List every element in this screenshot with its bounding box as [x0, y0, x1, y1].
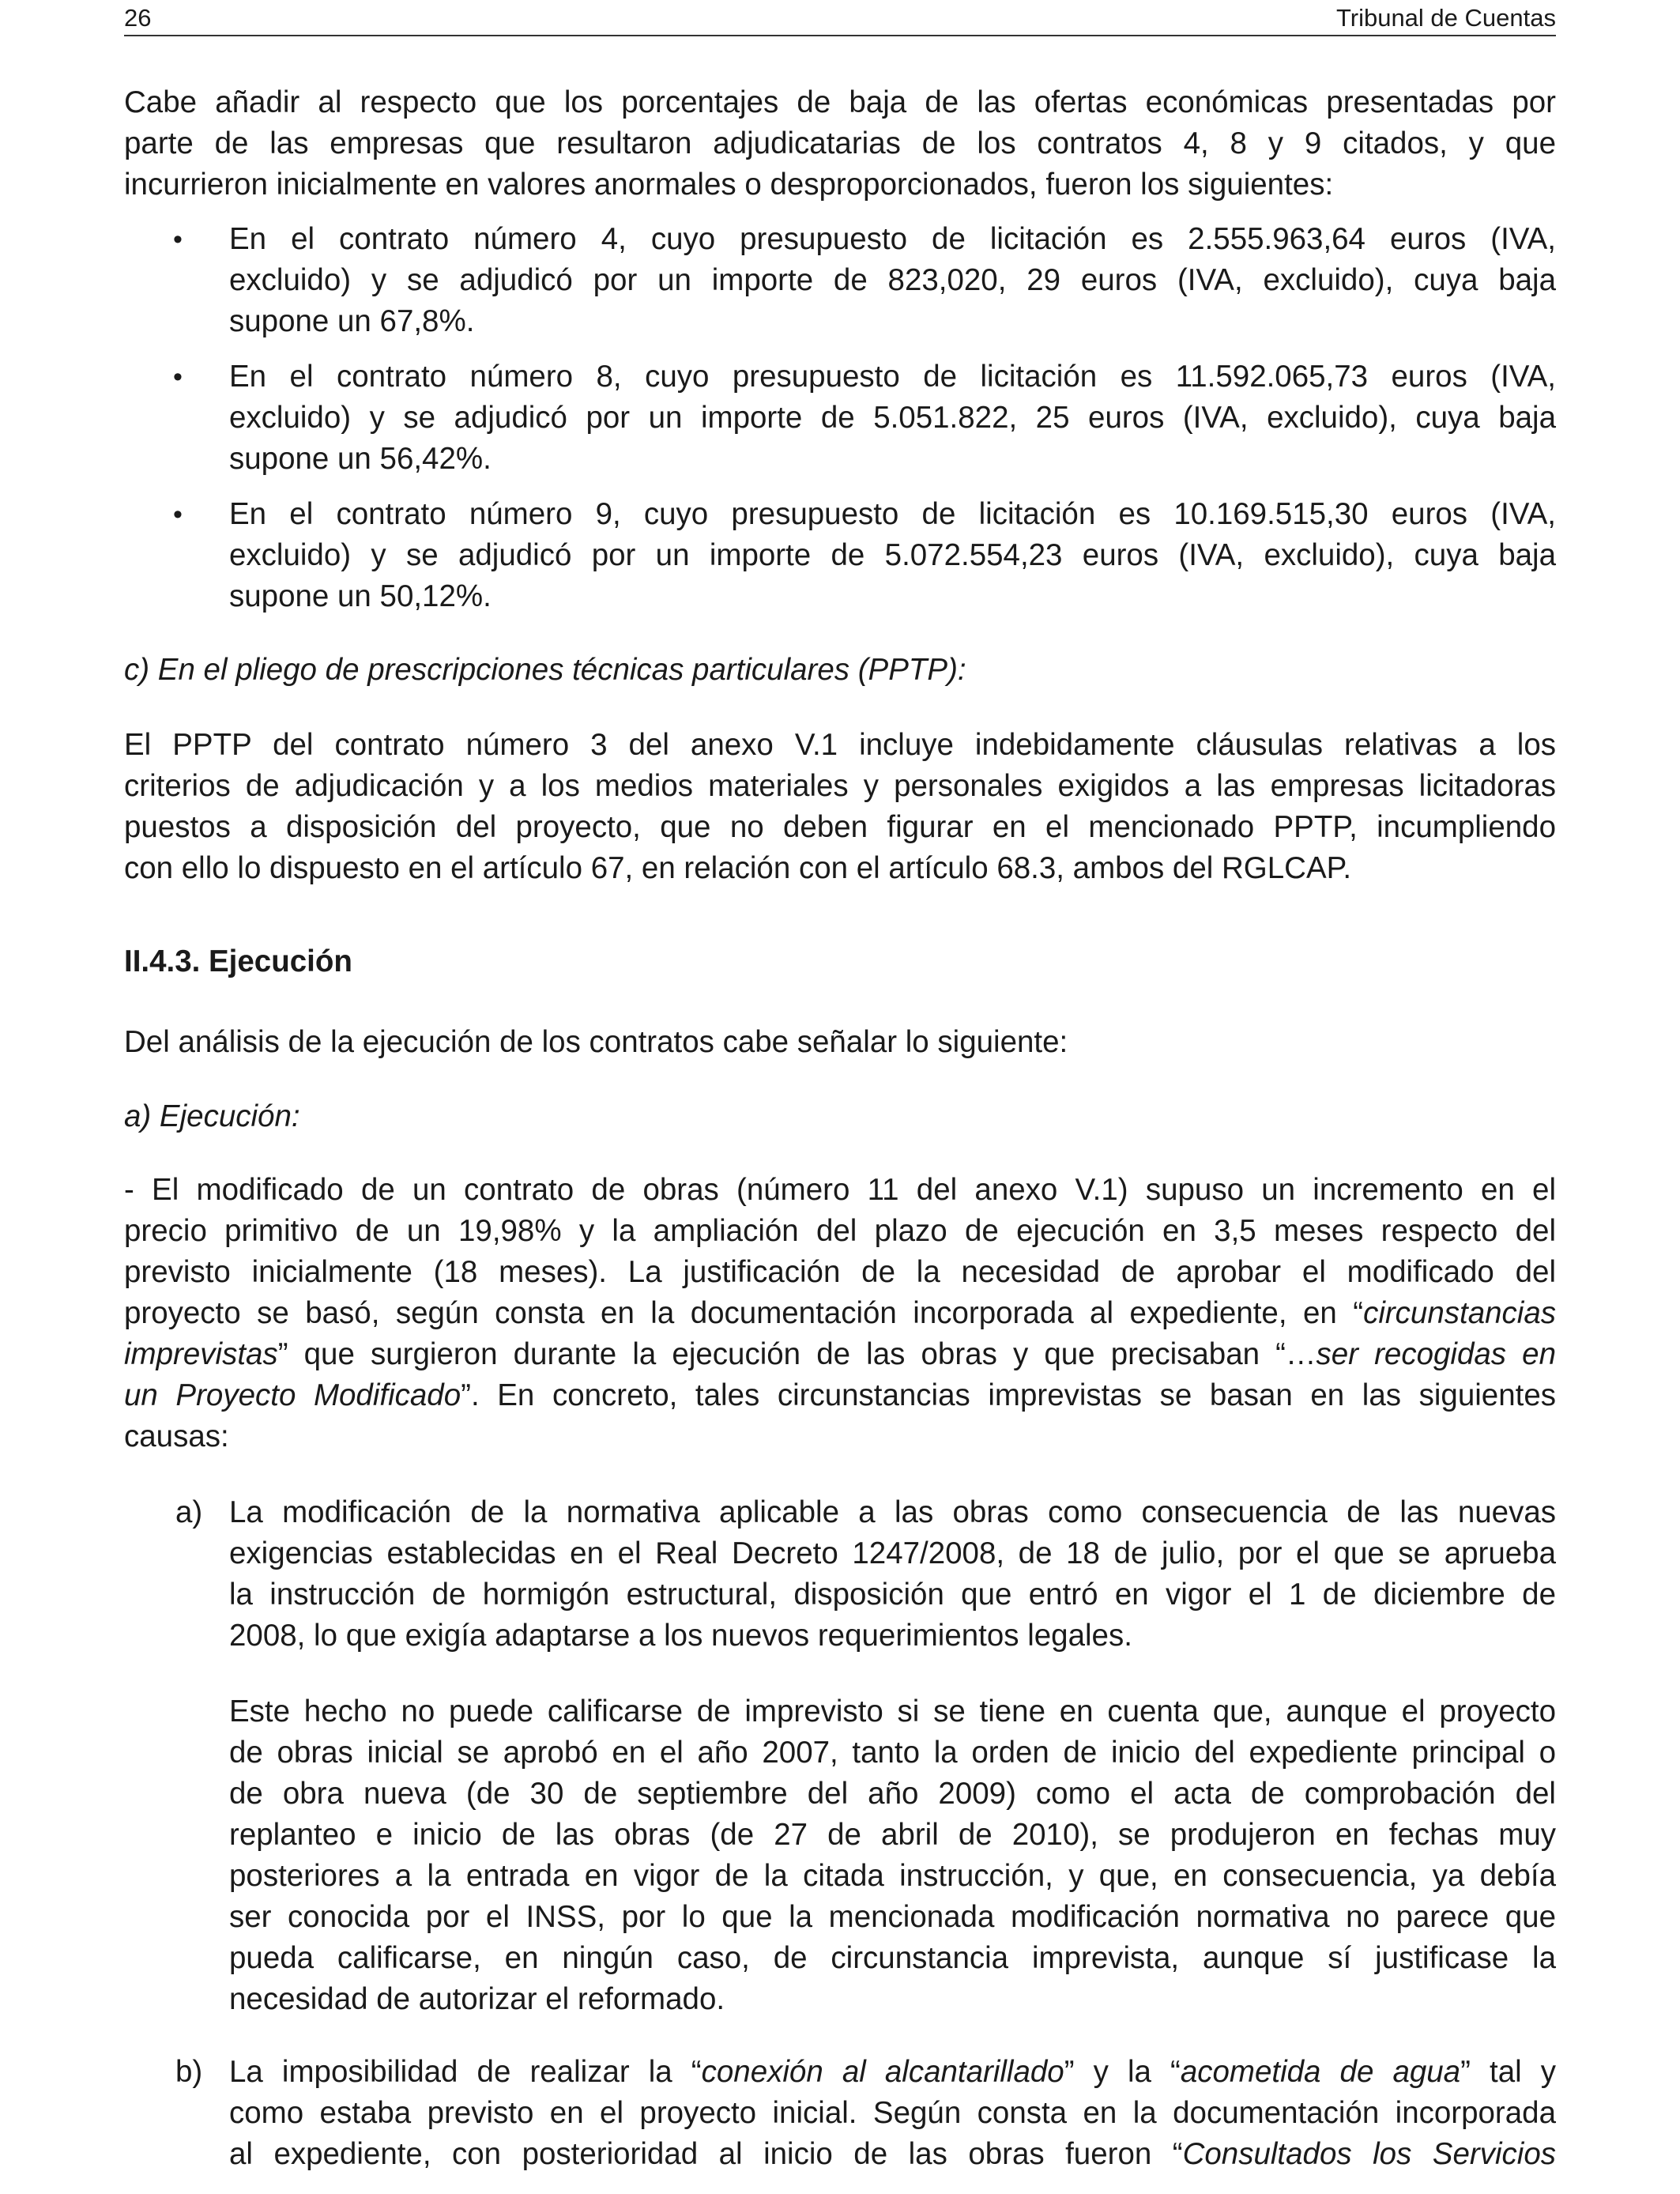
text-line: exigencias establecidas en el Real Decreto 1247/2008, de 18 de julio, por el que se aprueba — [229, 1536, 1556, 1570]
text-line: supone un 50,12%. — [229, 579, 492, 613]
bullet-icon: • — [173, 499, 183, 530]
italic-run: Consultados los Servicios — [1182, 2137, 1556, 2171]
bullet-item — [124, 494, 1556, 617]
italic-run: circunstancias — [1363, 1296, 1556, 1330]
intro-paragraph — [124, 82, 1556, 205]
enum-marker: a) — [175, 1495, 203, 1529]
text-run: ” y la “ — [1064, 2055, 1181, 2089]
text-line: de obra nueva (de 30 de septiembre del año 2009) como el acta de comprobación del — [229, 1777, 1556, 1811]
text-line: ser conocida por el INSS, por lo que la mencionada modificación normativa no parece que — [229, 1900, 1556, 1934]
text-line: El PPTP del contrato número 3 del anexo V.1 incluye indebidamente cláusulas relativas a los — [124, 728, 1556, 762]
italic-run: ser recogidas en — [1316, 1337, 1556, 1371]
text-line: En el contrato número 9, cuyo presupuesto de licitación es 10.169.515,30 euros (IVA, — [229, 497, 1556, 531]
analysis-intro-text: Del análisis de la ejecución de los contratos cabe señalar lo siguiente: — [124, 1025, 1068, 1059]
bullet-item — [124, 219, 1556, 342]
text-line: previsto inicialmente (18 meses). La justificación de la necesidad de aprobar el modificado del — [124, 1255, 1556, 1289]
analysis-intro — [124, 1022, 1556, 1063]
text-line: de obras inicial se aprobó en el año 2007, tanto la orden de inicio del expediente principal o — [229, 1736, 1556, 1770]
text-line: causas: — [124, 1419, 229, 1453]
bullet-item — [124, 356, 1556, 480]
text-run: ” tal y — [1460, 2055, 1556, 2089]
text-run: al expediente, con posterioridad al inicio de las obras fueron “ — [229, 2137, 1183, 2171]
text-line: excluido) y se adjudicó por un importe de 823,020, 29 euros (IVA, excluido), cuya baja — [229, 263, 1556, 297]
text-line: pueda calificarse, en ningún caso, de circunstancia imprevista, aunque sí justificase la — [229, 1941, 1556, 1975]
text-line: posteriores a la entrada en vigor de la citada instrucción, y que, en consecuencia, ya debía — [229, 1859, 1556, 1893]
text-line: puestos a disposición del proyecto, que no deben figurar en el mencionado PPTP, incumpliendo — [124, 810, 1556, 844]
text-line: En el contrato número 8, cuyo presupuesto de licitación es 11.592.065,73 euros (IVA, — [229, 360, 1556, 394]
enum-marker: b) — [175, 2055, 203, 2089]
italic-run: un Proyecto Modificado — [124, 1378, 461, 1412]
cause-b-item — [124, 2052, 1556, 2175]
text-line: supone un 67,8%. — [229, 304, 475, 338]
text-line — [124, 1375, 1556, 1416]
text-line: En el contrato número 4, cuyo presupuesto de licitación es 2.555.963,64 euros (IVA, — [229, 222, 1556, 256]
text-run: La imposibilidad de realizar la “ — [229, 2055, 702, 2089]
text-line: - El modificado de un contrato de obras (número 11 del anexo V.1) supuso un incremento en el — [124, 1173, 1556, 1207]
text-line: parte de las empresas que resultaron adjudicatarias de los contratos 4, 8 y 9 citados, y que — [124, 126, 1556, 160]
text-line: supone un 56,42%. — [229, 442, 492, 476]
subheading-ejecucion — [124, 1096, 1556, 1137]
text-line — [229, 2134, 1556, 2175]
text-line: replanteo e inicio de las obras (de 27 de abril de 2010), se produjeron en fechas muy — [229, 1818, 1556, 1852]
text-line: necesidad de autorizar el reformado. — [229, 1982, 725, 2016]
cause-a-item — [124, 1492, 1556, 1657]
text-line: como estaba previsto en el proyecto inicial. Según consta en la documentación incorporada — [229, 2096, 1556, 2130]
text-line: excluido) y se adjudicó por un importe de 5.051.822, 25 euros (IVA, excluido), cuya baja — [229, 401, 1556, 435]
text-run: proyecto se basó, según consta en la documentación incorporada al expediente, en “ — [124, 1296, 1364, 1330]
page-number: 26 — [124, 4, 152, 32]
text-line: criterios de adjudicación y a los medios materiales y personales exigidos a las empresas licitadoras — [124, 769, 1556, 803]
text-line: 2008, lo que exigía adaptarse a los nuevos requerimientos legales. — [229, 1619, 1132, 1653]
text-line — [124, 1334, 1556, 1375]
text-line: excluido) y se adjudicó por un importe de 5.072.554,23 euros (IVA, excluido), cuya baja — [229, 538, 1556, 572]
text-line: Este hecho no puede calificarse de imprevisto si se tiene en cuenta que, aunque el proyecto — [229, 1695, 1556, 1728]
text-line: La modificación de la normativa aplicable a las obras como consecuencia de las nuevas — [229, 1495, 1556, 1529]
italic-run: conexión al alcantarillado — [701, 2055, 1064, 2089]
pptp-paragraph — [124, 725, 1556, 889]
subheading-ejecucion-text: a) Ejecución: — [124, 1099, 300, 1133]
page-header — [124, 2, 1556, 36]
bullet-list — [124, 219, 1556, 617]
section-heading-text: II.4.3. Ejecución — [124, 944, 352, 978]
modificado-paragraph — [124, 1170, 1556, 1457]
text-line: con ello lo dispuesto en el artículo 67, en relación con el artículo 68.3, ambos del RGLCAP. — [124, 851, 1352, 885]
section-heading — [124, 941, 1556, 982]
section-c-heading — [124, 650, 1556, 691]
text-line: precio primitivo de un 19,98% y la ampliación del plazo de ejecución en 3,5 meses respecto del — [124, 1214, 1556, 1248]
text-line: la instrucción de hormigón estructural, disposición que entró en vigor el 1 de diciembre de — [229, 1578, 1556, 1612]
text-line — [124, 1293, 1556, 1334]
bullet-icon: • — [173, 224, 183, 254]
section-c-heading-text: c) En el pliego de prescripciones técnicas particulares (PPTP): — [124, 653, 966, 687]
text-line — [229, 2052, 1556, 2093]
running-title: Tribunal de Cuentas — [1335, 4, 1556, 32]
text-line: Cabe añadir al respecto que los porcentajes de baja de las ofertas económicas presentadas por — [124, 85, 1556, 119]
text-run: ”. En concreto, tales circunstancias imprevistas se basan en las siguientes — [461, 1378, 1556, 1412]
italic-run: acometida de agua — [1180, 2055, 1461, 2089]
text-run: ” que surgieron durante la ejecución de las obras y que precisaban “… — [277, 1337, 1317, 1371]
bullet-icon: • — [173, 362, 183, 392]
cause-a-followup — [124, 1691, 1556, 2020]
italic-run: imprevistas — [124, 1337, 278, 1371]
text-line: incurrieron inicialmente en valores anormales o desproporcionados, fueron los siguientes: — [124, 168, 1334, 202]
